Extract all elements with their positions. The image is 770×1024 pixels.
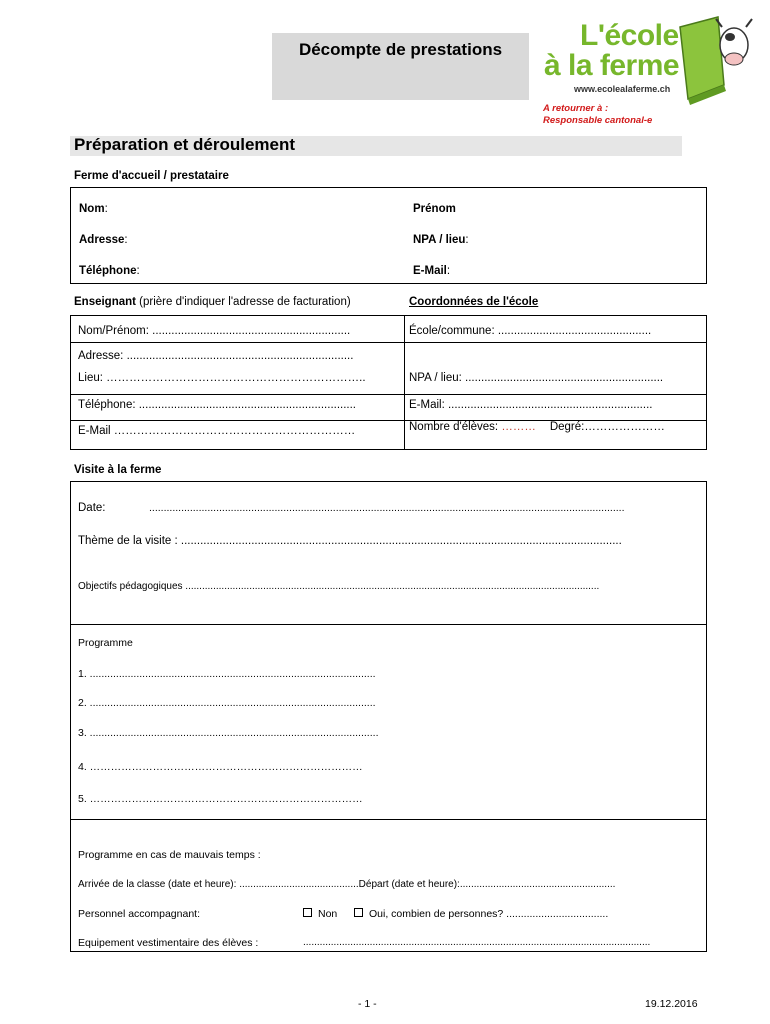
return-line2: Responsable cantonal-e — [543, 115, 653, 126]
farm-npa-colon: : — [465, 234, 469, 246]
teacher-row-line — [71, 342, 706, 343]
equipment-field[interactable]: ............................................................................................................................. — [303, 937, 651, 948]
farm-nom-colon: : — [104, 203, 108, 215]
teacher-telephone-field[interactable]: Téléphone: .................................................................... — [78, 399, 357, 411]
teacher-heading-bold: Enseignant — [74, 296, 136, 308]
document-title: Décompte de prestations — [298, 40, 503, 59]
farm-prenom-label: Prénom — [413, 203, 456, 215]
eleves-dots: ……… — [498, 421, 536, 433]
teacher-email-field[interactable]: E-Mail ……………………………………………………… — [78, 425, 356, 437]
programme-item[interactable]: 5. …………………………………………………………………… — [78, 793, 363, 805]
visit-date-field[interactable]: ................................................................................................................................................................... — [149, 502, 625, 514]
programme-label: Programme — [78, 637, 133, 649]
teacher-divider — [404, 316, 405, 449]
farm-npa-label: NPA / lieu — [413, 234, 466, 246]
farm-adresse-label: Adresse — [79, 234, 125, 246]
title-box — [272, 33, 529, 100]
equipment-label: Equipement vestimentaire des élèves : — [78, 937, 259, 949]
visit-date-label: Date: — [78, 502, 106, 514]
visit-table — [70, 481, 707, 952]
programme-item[interactable]: 1. .................................................................................................. — [78, 668, 376, 680]
programme-item[interactable]: 4. …………………………………………………………………… — [78, 761, 363, 773]
farm-adresse-field[interactable] — [79, 234, 128, 246]
programme-item[interactable]: 3. ................................................................................................... — [78, 727, 379, 739]
farm-table — [70, 187, 707, 284]
degre-field: Degré:………………… — [549, 421, 665, 433]
teacher-lieu-field[interactable]: Lieu: ………………………………………………………….. — [78, 372, 366, 384]
staff-label: Personnel accompagnant: — [78, 908, 200, 920]
teacher-adresse-field[interactable]: Adresse: ....................................................................... — [78, 350, 354, 362]
farm-telephone-field[interactable] — [79, 265, 140, 277]
staff-oui-label: Oui, combien de personnes? ................................... — [369, 908, 609, 920]
farm-email-label: E-Mail — [413, 265, 447, 277]
visit-objectifs-field[interactable]: Objectifs pédagogiques ..................................................................................................................................................... — [78, 581, 600, 592]
farm-email-field[interactable] — [413, 265, 450, 277]
teacher-row-line — [71, 394, 706, 395]
logo — [540, 15, 755, 105]
checkbox-icon[interactable] — [354, 908, 363, 917]
logo-line2: à la ferme — [544, 49, 680, 82]
visit-row-line — [71, 624, 706, 625]
teacher-table — [70, 315, 707, 450]
checkbox-icon[interactable] — [303, 908, 312, 917]
section-header — [70, 136, 682, 156]
visit-theme-field[interactable]: Thème de la visite : .......................................................................................................................................... — [78, 535, 622, 547]
visit-row-line — [71, 819, 706, 820]
programme-item[interactable]: 2. .................................................................................................. — [78, 697, 376, 709]
farm-adresse-colon: : — [124, 234, 128, 246]
farm-prenom-field[interactable] — [413, 203, 456, 215]
logo-line1: L'école — [580, 19, 679, 52]
school-commune-field[interactable]: École/commune: ................................................ — [409, 325, 652, 337]
teacher-nom-prenom-field[interactable]: Nom/Prénom: .............................................................. — [78, 325, 351, 337]
school-email-field[interactable]: E-Mail: ................................................................ — [409, 399, 653, 411]
teacher-heading-rest: (prière d'indiquer l'adresse de facturation) — [135, 296, 351, 308]
footer-date: 19.12.2016 — [645, 998, 698, 1010]
section-title: Préparation et déroulement — [74, 135, 296, 154]
school-npa-field[interactable]: NPA / lieu: .............................................................. — [409, 372, 664, 384]
eleves-label: Nombre d'élèves: — [409, 421, 499, 433]
return-notice — [543, 103, 652, 127]
farm-email-colon: : — [446, 265, 451, 277]
farm-nom-field[interactable] — [79, 203, 108, 215]
bad-weather-label: Programme en cas de mauvais temps : — [78, 849, 261, 861]
logo-url: www.ecolealaferme.ch — [574, 84, 671, 94]
staff-non-option[interactable] — [303, 908, 337, 920]
farm-npa-field[interactable] — [413, 234, 469, 246]
return-line1: A retourner à : — [543, 103, 609, 114]
teacher-heading — [74, 296, 351, 308]
arrival-departure-field[interactable]: Arrivée de la classe (date et heure): ...........................................Départ (date et heure):........................................................ — [78, 879, 616, 890]
page-number: - 1 - — [358, 998, 377, 1010]
farm-nom-label: Nom — [79, 203, 105, 215]
school-heading: Coordonnées de l'école — [409, 296, 539, 308]
staff-non-label: Non — [318, 908, 338, 920]
farm-telephone-label: Téléphone — [79, 265, 137, 277]
farm-heading: Ferme d'accueil / prestataire — [74, 170, 229, 182]
farm-telephone-colon: : — [136, 265, 140, 277]
visit-heading: Visite à la ferme — [74, 464, 162, 476]
staff-oui-option[interactable] — [354, 908, 608, 920]
school-eleves-field[interactable] — [409, 421, 665, 433]
